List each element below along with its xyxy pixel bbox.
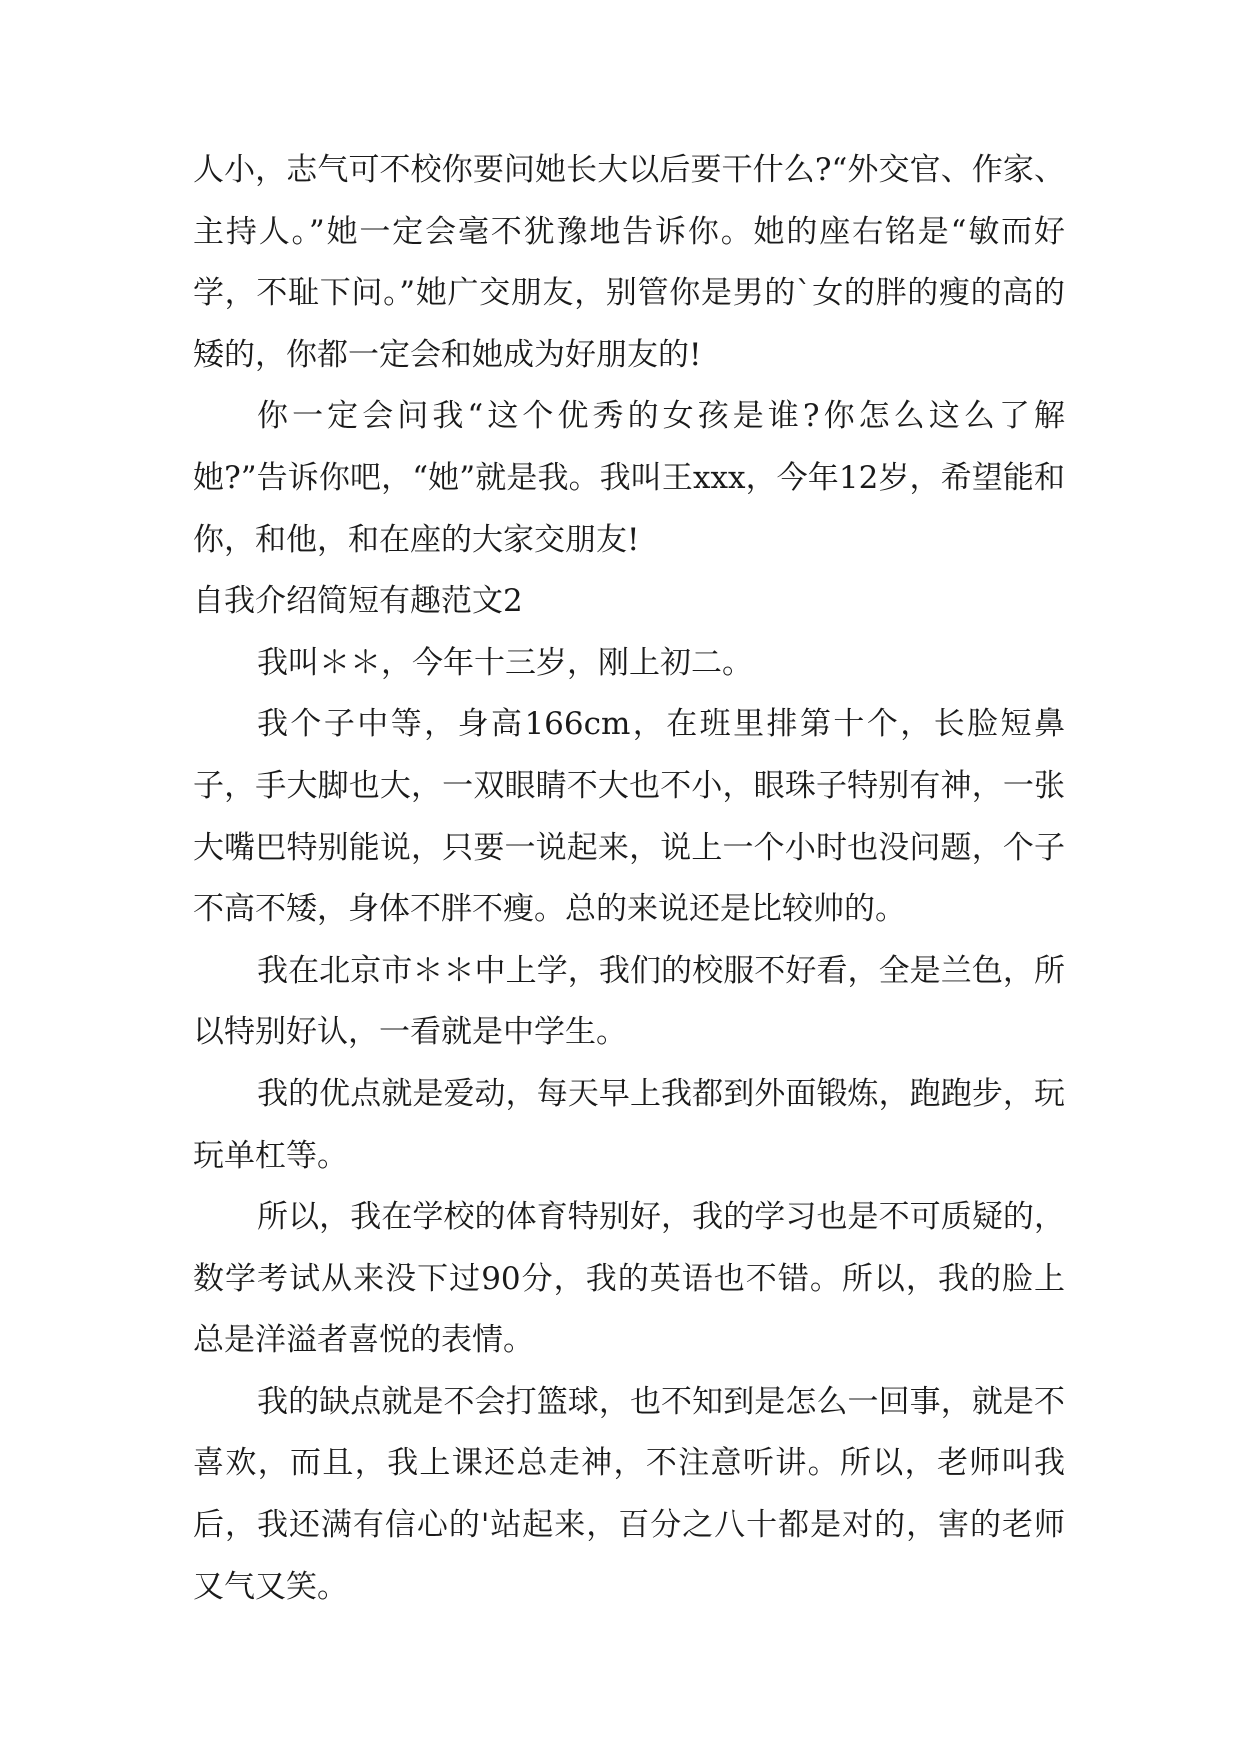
paragraph-7: 所以，我在学校的体育特别好，我的学习也是不可质疑的，数学考试从来没下过90分，我的英语也不错。所以，我的脸上总是洋溢者喜悦的表情。 bbox=[193, 1199, 1065, 1359]
paragraph-5: 我在北京市＊＊中上学，我们的校服不好看，全是兰色，所以特别好认，一看就是中学生。 bbox=[193, 952, 1065, 1051]
paragraph-8: 我的缺点就是不会打篮球，也不知到是怎么一回事，就是不喜欢，而且，我上课还总走神，不注意听讲。所以，老师叫我后，我还满有信心的'站起来，百分之八十都是对的，害的老师又气又笑。 bbox=[193, 1383, 1065, 1605]
paragraph-1: 人小，志气可不校你要问她长大以后要干什么?“外交官、作家、主持人。”她一定会毫不犹豫地告诉你。她的座右铭是“敏而好学，不耻下问。”她广交朋友，别管你是男的`女的胖的瘦的高的矮的，你都一定会和她成为好朋友的! bbox=[193, 152, 1065, 373]
paragraph-3: 我叫＊＊，今年十三岁，刚上初二。 bbox=[257, 644, 753, 681]
document-body bbox=[193, 140, 1065, 1618]
section-heading: 自我介绍简短有趣范文2 bbox=[193, 583, 523, 620]
paragraph-4: 我个子中等，身高166cm，在班里排第十个，长脸短鼻子，手大脚也大，一双眼睛不大也不小，眼珠子特别有神，一张大嘴巴特别能说，只要一说起来，说上一个小时也没问题，个子不高不矮，身体不胖不瘦。总的来说还是比较帅的。 bbox=[193, 706, 1065, 928]
paragraph-2: 你一定会问我“这个优秀的女孩是谁?你怎么这么了解她?”告诉你吧，“她”就是我。我叫王xxx，今年12岁，希望能和你，和他，和在座的大家交朋友! bbox=[193, 398, 1065, 558]
paragraph-6: 我的优点就是爱动，每天早上我都到外面锻炼，跑跑步，玩玩单杠等。 bbox=[193, 1075, 1065, 1174]
